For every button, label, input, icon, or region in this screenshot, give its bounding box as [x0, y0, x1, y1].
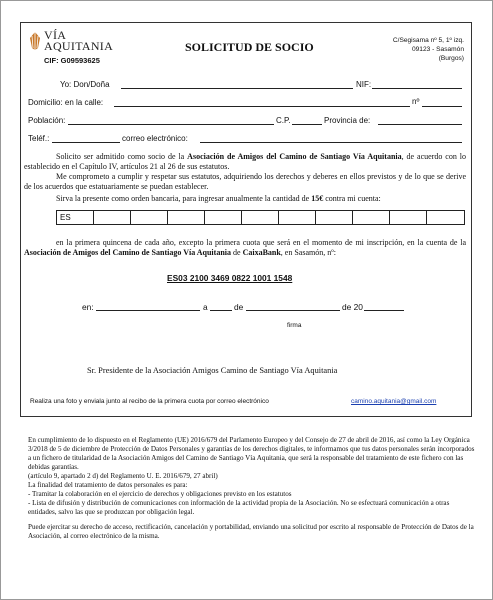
- poblacion-label: Población:: [28, 116, 66, 125]
- iban-box-prefix[interactable]: ES: [57, 211, 94, 224]
- contact-email-link[interactable]: camino.aquitania@gmail.com: [351, 398, 437, 405]
- nif-label: NIF:: [356, 80, 372, 89]
- scallop-shell-logo-icon: [28, 30, 42, 52]
- date-de-label: de: [234, 302, 244, 312]
- provincia-field[interactable]: [378, 124, 462, 125]
- date-year-field[interactable]: [364, 310, 404, 311]
- footer-note: Realiza una foto y enviala junto al recibo de la primera cuota por correo electrónico: [30, 398, 269, 405]
- numero-field[interactable]: [422, 106, 462, 107]
- iban-box[interactable]: [131, 211, 168, 224]
- logo-line1: VÍA: [44, 28, 67, 42]
- telefono-label: Teléf.:: [28, 134, 50, 143]
- account-number: ES03 2100 3469 0822 1001 1548: [167, 273, 293, 283]
- address-line3: (Burgos): [438, 55, 464, 62]
- legal-paragraph-4: - Tramitar la colaboración en el ejercicio de derechos y obligaciones previsto en los estatutos: [28, 490, 292, 498]
- address-line2: 09123 - Sasamón: [411, 46, 464, 53]
- legal-paragraph-6: Puede ejercitar su derecho de acceso, rectificación, cancelación y portabilidad, enviando una solicitud por escrito al responsable de Protección de Datos de la Asociación, al correo electrónico de la misma.: [28, 523, 474, 540]
- p1-text-c: , de acuerdo con lo establecido en el Capítulo IV, artículos 21 al 26 de sus estatutos.: [24, 152, 466, 171]
- date-month-field[interactable]: [246, 310, 340, 311]
- iban-box[interactable]: [168, 211, 205, 224]
- iban-input-boxes[interactable]: [56, 210, 465, 225]
- date-a-label: a: [203, 302, 208, 312]
- name-label: Yo: Don/Doña: [60, 80, 110, 89]
- p4-text-d: , en Sasamón, nº:: [280, 248, 336, 257]
- p3-amount: 15€: [311, 194, 324, 203]
- address-line1: C/Segisama nº 5, 1º izq.: [392, 37, 464, 44]
- date-year-label: de 20: [342, 302, 363, 312]
- telefono-field[interactable]: [52, 142, 120, 143]
- legal-paragraph-1: En cumplimiento de lo dispuesto en el Reglamento (UE) 2016/679 del Parlamento Europeo y del Consejo de 27 de abril de 2016, así como la Ley Orgánica 3/2018 de 5 de diciembre de Protección de Datos Personales y garantías de los derechos digitales, te informamos que tus datos personales serán incorporados a un fichero de titularidad de la Asociación Amigos del Camino de Santiago Vía Aquitania, que será la responsable del tratamiento de este fichero con las debidas garantías.: [28, 436, 475, 471]
- legal-paragraph-5: - Lista de difusión y distribución de comunicaciones con información de la actividad propia de la Asociación. No se esfectuará comunicación a otras entidades, salvo las que se produzcan por obligación legal.: [28, 499, 450, 516]
- paragraph-cuenta: [24, 238, 466, 258]
- p4-text-c: de: [231, 248, 243, 257]
- p4-text-a: en la primera quincena de cada año, excepto la primera cuota que será en el momento de mi inscripción, en la cuenta de la: [56, 238, 466, 247]
- iban-box[interactable]: [353, 211, 390, 224]
- cp-field[interactable]: [292, 124, 322, 125]
- numero-label: nº: [412, 97, 420, 106]
- legal-paragraph-2: (artículo 9, apartado 2 d) del Reglamento U. E. 2016/679, 27 abril): [28, 472, 218, 480]
- p1-association-name: Asociación de Amigos del Camino de Santiago Vía Aquitania: [187, 152, 402, 161]
- p4-association-name: Asociación de Amigos del Camino de Santiago Vía Aquitania: [24, 248, 231, 257]
- iban-box[interactable]: [390, 211, 427, 224]
- page-title: SOLICITUD DE SOCIO: [185, 40, 314, 54]
- p4-bank-name: CaixaBank: [242, 248, 281, 257]
- domicilio-field[interactable]: [114, 106, 410, 107]
- p2-text-b: estatuariamente se puedan establecer.: [88, 182, 209, 191]
- paragraph-orden-bancaria: [24, 194, 466, 204]
- name-field[interactable]: [121, 88, 353, 89]
- iban-box[interactable]: [94, 211, 131, 224]
- address-block: [372, 36, 464, 63]
- logo-line2: AQUITANIA: [44, 39, 114, 53]
- logo-text: [44, 30, 113, 52]
- cif-number: CIF: G09593625: [44, 56, 100, 65]
- paragraph-solicitud: [24, 152, 466, 172]
- domicilio-label: Domicilio: en la calle:: [28, 98, 104, 107]
- iban-box[interactable]: [242, 211, 279, 224]
- provincia-label: Provincia de:: [324, 116, 371, 125]
- date-place-field[interactable]: [96, 310, 200, 311]
- email-field[interactable]: [200, 142, 462, 143]
- nif-field[interactable]: [372, 88, 462, 89]
- poblacion-field[interactable]: [68, 124, 274, 125]
- email-label: correo electrónico:: [122, 134, 188, 143]
- date-day-field[interactable]: [210, 310, 232, 311]
- date-en-label: en:: [82, 302, 94, 312]
- iban-box[interactable]: [427, 211, 464, 224]
- p2-text-a: Me comprometo a cumplir y respetar sus estatutos, adquiriendo los derechos y deberes en ellos previstos y de lo que se derive de los acuerdos que: [24, 172, 466, 191]
- p3-text-b: contra mi cuenta:: [323, 194, 381, 203]
- p1-text-a: Solicito ser admitido como socio de la: [56, 152, 188, 161]
- iban-box[interactable]: [205, 211, 242, 224]
- iban-box[interactable]: [316, 211, 353, 224]
- cp-label: C.P.: [276, 116, 291, 125]
- iban-box[interactable]: [279, 211, 316, 224]
- p3-text-a: Sirva la presente como orden bancaria, para ingresar anualmente la cantidad de: [56, 194, 312, 203]
- paragraph-compromiso: [24, 172, 466, 192]
- addressee: Sr. Presidente de la Asociación Amigos Camino de Santiago Vía Aquitania: [87, 366, 338, 375]
- legal-paragraph-3: La finalidad del tratamiento de datos personales es para:: [28, 481, 188, 489]
- signature-label: firma: [287, 322, 302, 329]
